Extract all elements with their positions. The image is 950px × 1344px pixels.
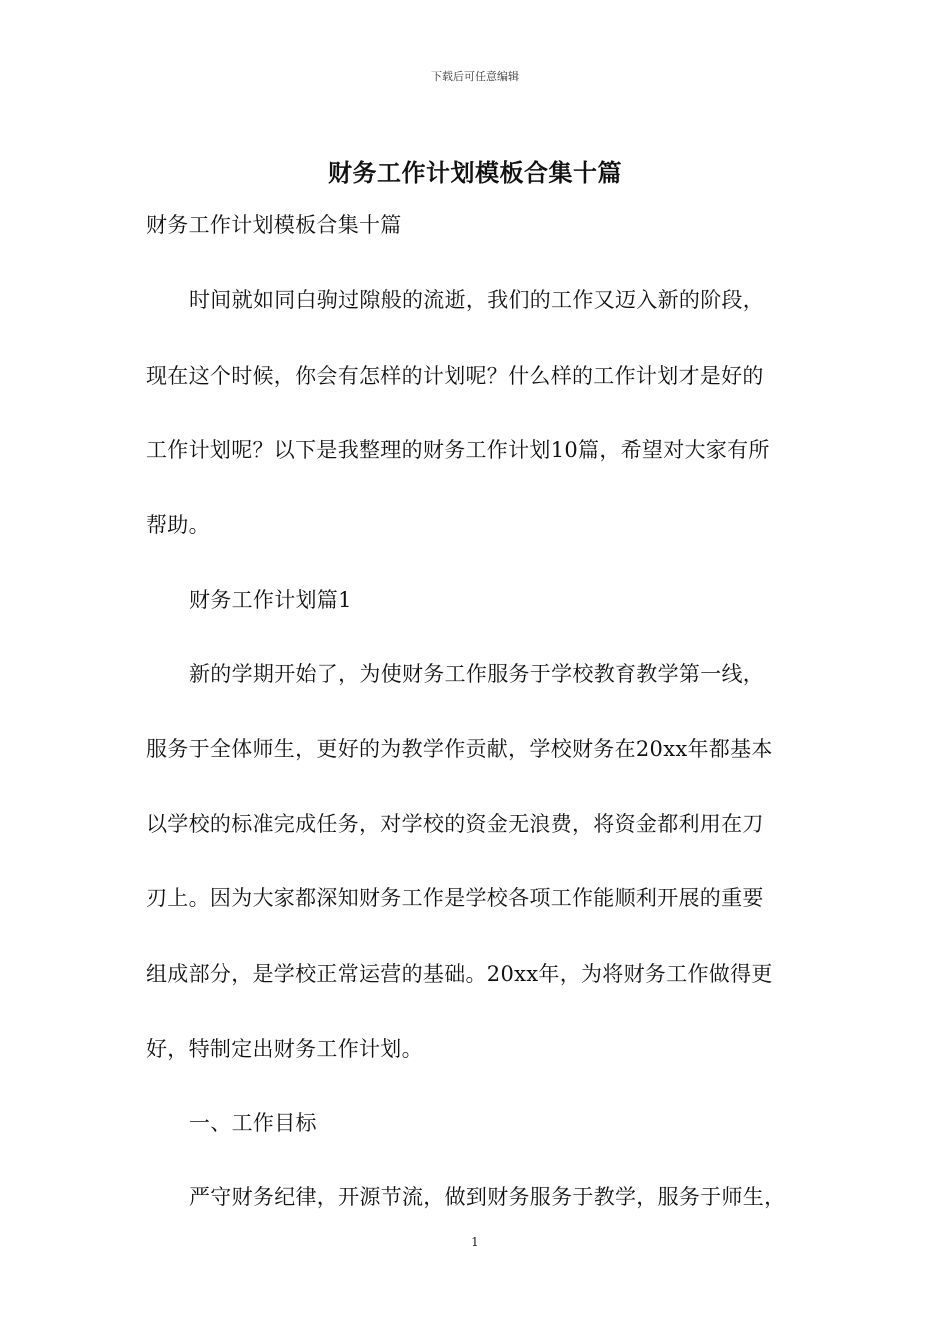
paragraph-line: 服务于全体师生，更好的为教学作贡献，学校财务在20xx年都基本 (146, 737, 773, 761)
paragraph-line: 工作计划呢？以下是我整理的财务工作计划10篇，希望对大家有所 (146, 438, 770, 462)
paragraph-line: 现在这个时候，你会有怎样的计划呢？什么样的工作计划才是好的 (146, 364, 764, 388)
section-heading: 一、工作目标 (189, 1111, 317, 1135)
paragraph-line: 新的学期开始了，为使财务工作服务于学校教育教学第一线， (189, 662, 765, 686)
page-number: 1 (471, 1235, 479, 1249)
paragraph-line: 时间就如同白驹过隙般的流逝，我们的工作又迈入新的阶段， (189, 288, 765, 312)
paragraph-line: 组成部分，是学校正常运营的基础。20xx年，为将财务工作做得更 (146, 962, 773, 986)
header-note: 下载后可任意编辑 (431, 70, 519, 83)
paragraph-line: 严守财务纪律，开源节流，做到财务服务于教学，服务于师生， (189, 1185, 786, 1209)
subtitle-line: 财务工作计划模板合集十篇 (146, 213, 402, 237)
document-title: 财务工作计划模板合集十篇 (328, 158, 622, 187)
paragraph-line: 以学校的标准完成任务，对学校的资金无浪费，将资金都利用在刀 (146, 812, 764, 836)
paragraph-line: 好，特制定出财务工作计划。 (146, 1037, 423, 1061)
section-heading: 财务工作计划篇1 (189, 588, 352, 612)
paragraph-line: 帮助。 (146, 513, 210, 537)
paragraph-line: 刃上。因为大家都深知财务工作是学校各项工作能顺利开展的重要 (146, 886, 764, 910)
